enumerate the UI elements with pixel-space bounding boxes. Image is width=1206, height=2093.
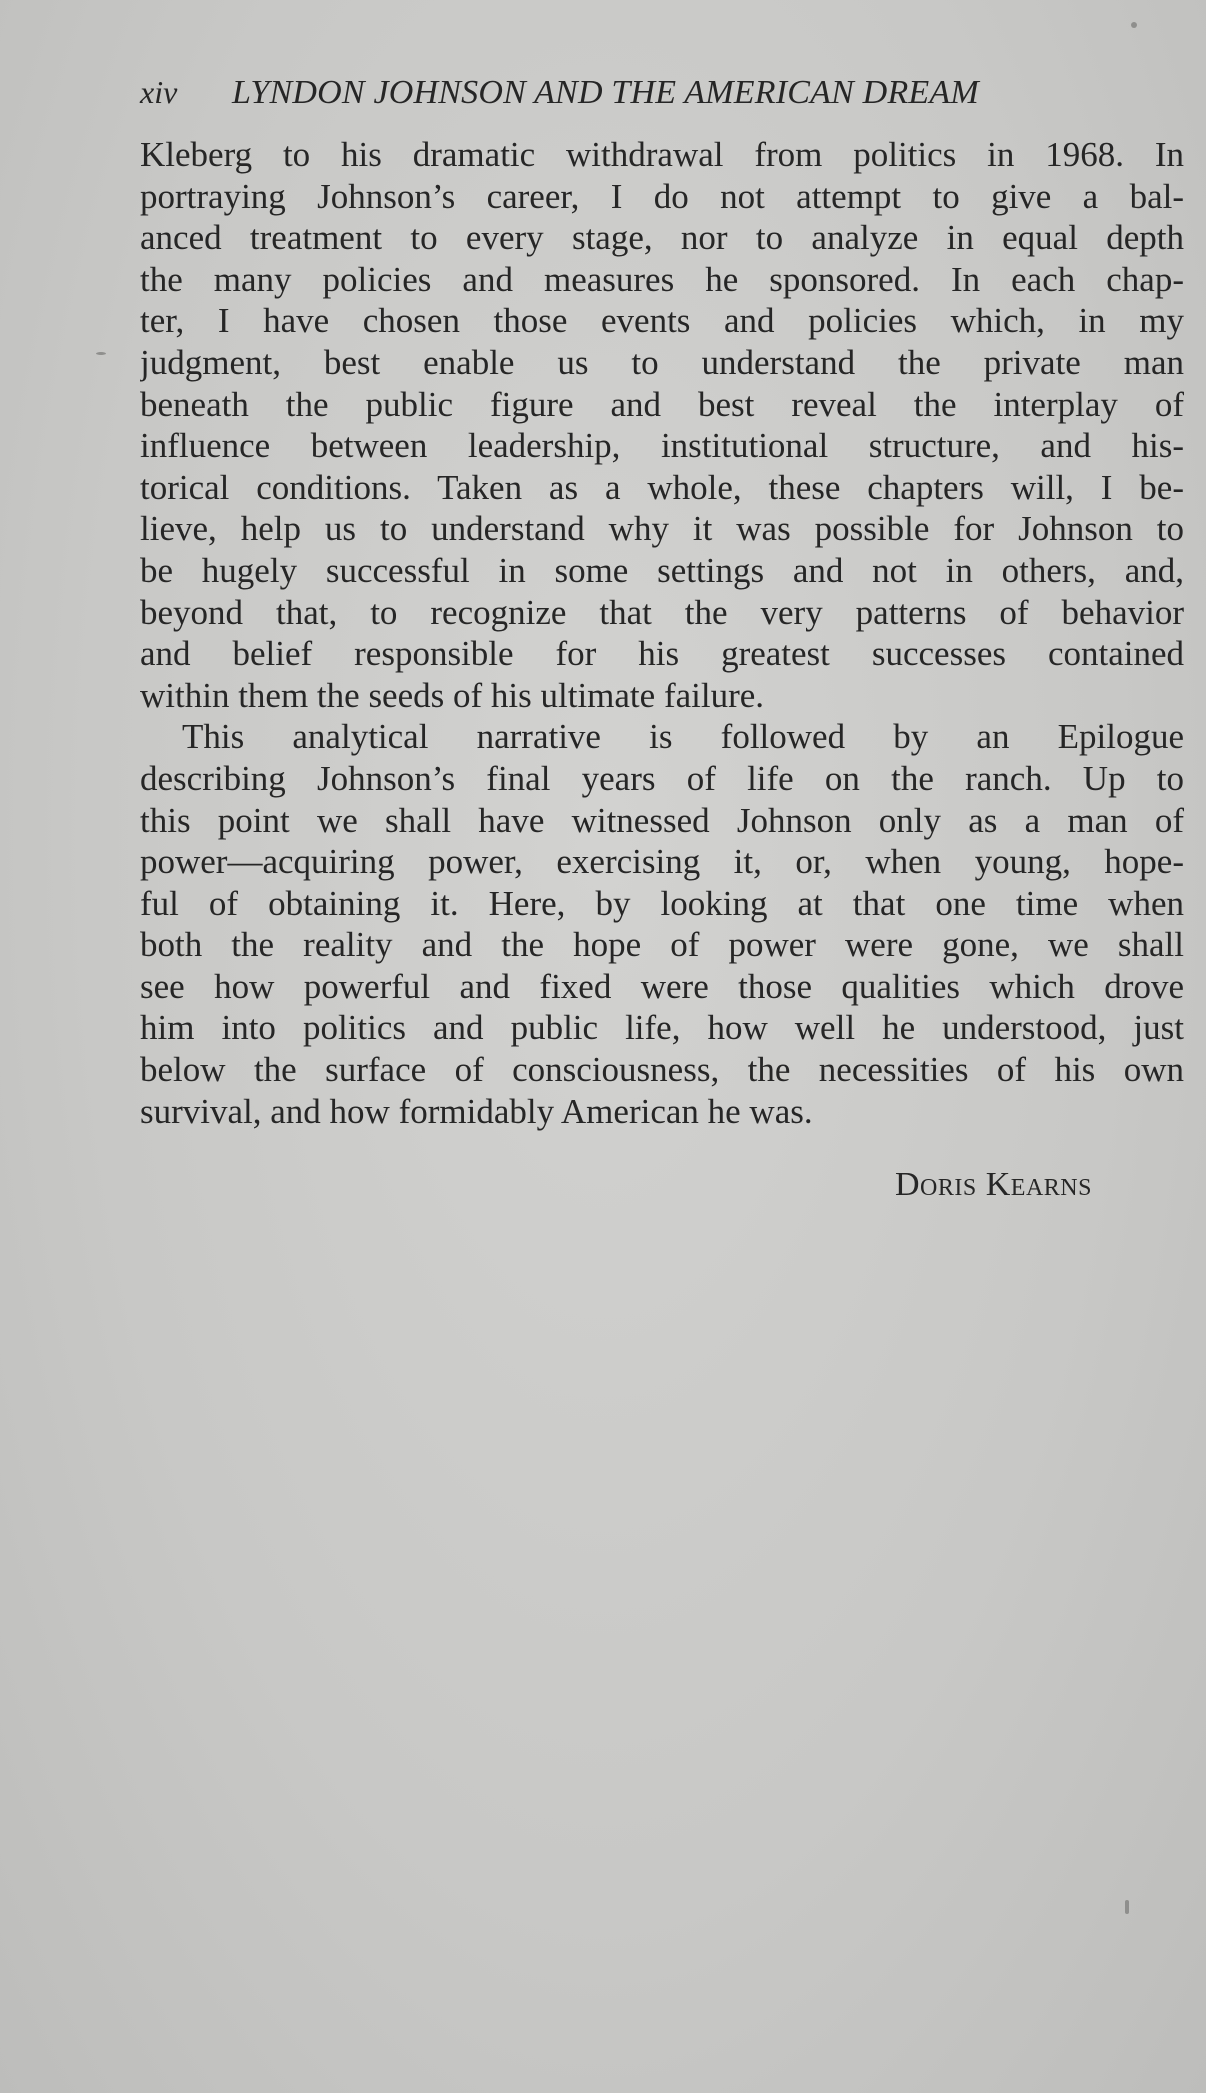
running-title: LYNDON JOHNSON AND THE AMERICAN DREAM [232, 74, 979, 111]
text-line: survival, and how formidably American he was. [140, 1091, 813, 1131]
text-line: the many policies and measures he sponsored. In each chap- [140, 259, 1184, 299]
text-line: beyond that, to recognize that the very patterns of behavior [140, 592, 1184, 632]
text-line: both the reality and the hope of power were gone, we shall [140, 925, 1184, 965]
paper-speck [96, 352, 106, 355]
text-line: beneath the public figure and best reveal the interplay of [140, 384, 1184, 424]
text-line: anced treatment to every stage, nor to analyze in equal depth [140, 218, 1184, 258]
author-signature: Doris Kearns [895, 1166, 1092, 1203]
text-line: This analytical narrative is followed by an Epilogue [182, 717, 1184, 757]
body-text [140, 134, 1184, 1132]
text-line: lieve, help us to understand why it was possible for Johnson to [140, 509, 1184, 549]
text-line: within them the seeds of his ultimate failure. [140, 675, 765, 715]
text-line: him into politics and public life, how well he understood, just [140, 1008, 1184, 1048]
paper-speck [1131, 22, 1137, 28]
page-number: xiv [140, 74, 178, 110]
text-line: influence between leadership, institutional structure, and his- [140, 426, 1184, 466]
text-line: be hugely successful in some settings and not in others, and, [140, 550, 1184, 590]
text-line: see how powerful and fixed were those qualities which drove [140, 966, 1184, 1006]
text-line: Kleberg to his dramatic withdrawal from politics in 1968. In [140, 135, 1184, 174]
text-line: ter, I have chosen those events and policies which, in my [140, 301, 1184, 341]
text-line: judgment, best enable us to understand the private man [140, 342, 1184, 382]
text-line: ful of obtaining it. Here, by looking at that one time when [140, 883, 1184, 923]
text-line: and belief responsible for his greatest successes contained [140, 634, 1184, 674]
text-line: below the surface of consciousness, the necessities of his own [140, 1050, 1184, 1090]
text-line: describing Johnson’s final years of life on the ranch. Up to [140, 758, 1184, 798]
paper-speck [1125, 1900, 1129, 1914]
running-head [140, 72, 1100, 112]
text-line: this point we shall have witnessed Johnson only as a man of [140, 800, 1184, 840]
text-line: power—acquiring power, exercising it, or, when young, hope- [140, 842, 1184, 882]
text-line: portraying Johnson’s career, I do not attempt to give a bal- [140, 176, 1184, 216]
text-line: torical conditions. Taken as a whole, these chapters will, I be- [140, 467, 1184, 507]
